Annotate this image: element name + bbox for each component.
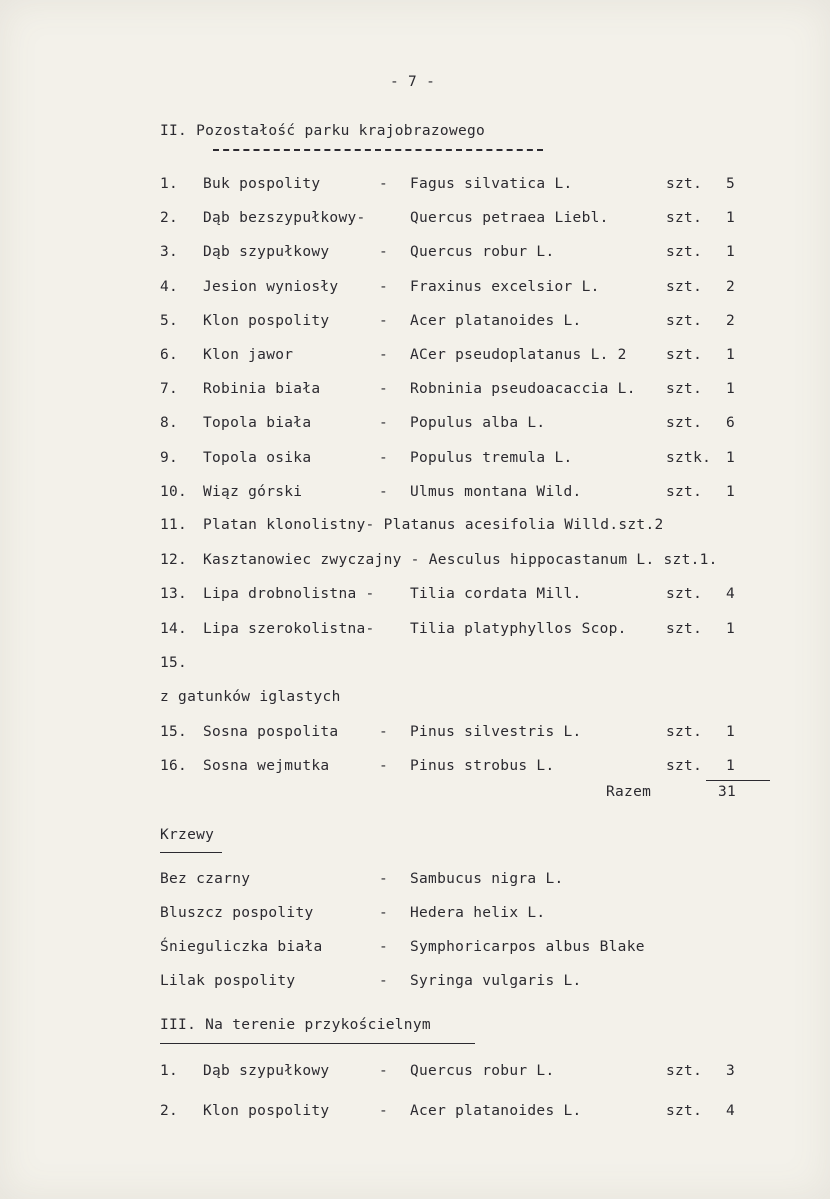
latin-name: Fraxinus excelsior L.: [410, 279, 600, 295]
polish-name: Lipa szerokolistna-: [203, 621, 375, 637]
polish-name: Wiąz górski: [203, 484, 303, 500]
dash: -: [379, 176, 389, 192]
heading-underline: [213, 149, 543, 151]
polish-name: Lipa drobnolistna -: [203, 586, 375, 602]
latin-name: Acer platanoides L.: [410, 1103, 582, 1119]
item-number: 2.: [160, 1103, 179, 1119]
item-number: 7.: [160, 381, 179, 397]
latin-name: Symphoricarpos albus Blake: [410, 939, 645, 955]
count-value: 1: [726, 210, 736, 226]
count-value: 2: [726, 313, 736, 329]
dash: -: [379, 724, 389, 740]
count-value: 1: [726, 758, 736, 774]
unit-label: szt.: [666, 758, 703, 774]
unit-label: szt.: [666, 724, 703, 740]
total-rule: [706, 780, 770, 781]
count-value: 1: [726, 484, 736, 500]
polish-name: Klon pospolity: [203, 1103, 330, 1119]
polish-name: Śnieguliczka biała: [160, 939, 323, 955]
item-number: 4.: [160, 279, 179, 295]
item-number: 10.: [160, 484, 188, 500]
polish-name: Buk pospolity: [203, 176, 321, 192]
unit-label: szt.: [666, 586, 703, 602]
dash: -: [379, 871, 389, 887]
item-number: 2.: [160, 210, 179, 226]
polish-name: Topola osika: [203, 450, 312, 466]
subheading: z gatunków iglastych: [160, 689, 341, 705]
polish-name: Sosna pospolita: [203, 724, 339, 740]
latin-name: Hedera helix L.: [410, 905, 546, 921]
polish-name: Dąb szypułkowy: [203, 244, 330, 260]
dash: -: [379, 484, 389, 500]
list-item-number: 15.: [160, 655, 188, 671]
count-value: 1: [726, 621, 736, 637]
latin-name: Pinus strobus L.: [410, 758, 555, 774]
total-label: Razem: [606, 784, 652, 800]
polish-name: Sosna wejmutka: [203, 758, 330, 774]
shrubs-underline: [160, 852, 222, 853]
polish-name: Robinia biała: [203, 381, 321, 397]
item-number: 1.: [160, 1063, 179, 1079]
latin-name: Quercus robur L.: [410, 1063, 555, 1079]
dash: -: [379, 973, 389, 989]
unit-label: szt.: [666, 381, 703, 397]
dash: -: [379, 450, 389, 466]
item-number: 14.: [160, 621, 188, 637]
unit-label: szt.: [666, 484, 703, 500]
count-value: 1: [726, 724, 736, 740]
item-text: Kasztanowiec zwyczajny - Aesculus hippocastanum L. szt.1.: [203, 552, 718, 568]
dash: -: [379, 415, 389, 431]
polish-name: Dąb bezszypułkowy-: [203, 210, 366, 226]
item-number: 12.: [160, 552, 188, 568]
item-number: 6.: [160, 347, 179, 363]
polish-name: Lilak pospolity: [160, 973, 296, 989]
count-value: 3: [726, 1063, 736, 1079]
latin-name: Tilia cordata Mill.: [410, 586, 582, 602]
item-number: 16.: [160, 758, 188, 774]
count-value: 4: [726, 1103, 736, 1119]
section-heading: III. Na terenie przykościelnym: [160, 1017, 431, 1033]
section-heading: II. Pozostałość parku krajobrazowego: [160, 123, 486, 139]
polish-name: Klon pospolity: [203, 313, 330, 329]
count-value: 1: [726, 347, 736, 363]
latin-name: ACer pseudoplatanus L. 2: [410, 347, 627, 363]
dash: -: [379, 1103, 389, 1119]
item-number: 8.: [160, 415, 179, 431]
count-value: 1: [726, 450, 736, 466]
polish-name: Bez czarny: [160, 871, 251, 887]
latin-name: Acer platanoides L.: [410, 313, 582, 329]
latin-name: Pinus silvestris L.: [410, 724, 582, 740]
unit-label: szt.: [666, 279, 703, 295]
item-number: 15.: [160, 724, 188, 740]
list-item: [160, 516, 664, 534]
latin-name: Quercus robur L.: [410, 244, 555, 260]
item-number: 3.: [160, 244, 179, 260]
dash: -: [379, 313, 389, 329]
latin-name: Sambucus nigra L.: [410, 871, 564, 887]
item-number: 9.: [160, 450, 179, 466]
dash: -: [379, 1063, 389, 1079]
polish-name: Klon jawor: [203, 347, 294, 363]
item-number: 1.: [160, 176, 179, 192]
total-value: 31: [718, 784, 737, 800]
count-value: 5: [726, 176, 736, 192]
count-value: 1: [726, 244, 736, 260]
unit-label: szt.: [666, 210, 703, 226]
unit-label: szt.: [666, 347, 703, 363]
count-value: 4: [726, 586, 736, 602]
item-number: 13.: [160, 586, 188, 602]
polish-name: Topola biała: [203, 415, 312, 431]
latin-name: Populus tremula L.: [410, 450, 573, 466]
unit-label: sztk.: [666, 450, 712, 466]
shrubs-heading: Krzewy: [160, 827, 215, 843]
unit-label: szt.: [666, 1103, 703, 1119]
unit-label: szt.: [666, 244, 703, 260]
dash: -: [379, 279, 389, 295]
polish-name: Dąb szypułkowy: [203, 1063, 330, 1079]
unit-label: szt.: [666, 176, 703, 192]
item-text: Platan klonolistny- Platanus acesifolia Willd.szt.2: [203, 517, 664, 533]
unit-label: szt.: [666, 1063, 703, 1079]
dash: -: [379, 347, 389, 363]
latin-name: Fagus silvatica L.: [410, 176, 573, 192]
unit-label: szt.: [666, 621, 703, 637]
latin-name: Ulmus montana Wild.: [410, 484, 582, 500]
unit-label: szt.: [666, 313, 703, 329]
item-number: 11.: [160, 517, 188, 533]
polish-name: Jesion wyniosły: [203, 279, 339, 295]
unit-label: szt.: [666, 415, 703, 431]
latin-name: Tilia platyphyllos Scop.: [410, 621, 627, 637]
latin-name: Syringa vulgaris L.: [410, 973, 582, 989]
count-value: 6: [726, 415, 736, 431]
latin-name: Quercus petraea Liebl.: [410, 210, 609, 226]
dash: -: [379, 244, 389, 260]
item-number: 5.: [160, 313, 179, 329]
polish-name: Bluszcz pospolity: [160, 905, 314, 921]
dash: -: [379, 939, 389, 955]
latin-name: Robninia pseudoacaccia L.: [410, 381, 636, 397]
dash: -: [379, 381, 389, 397]
heading-underline: [160, 1043, 475, 1044]
count-value: 2: [726, 279, 736, 295]
latin-name: Populus alba L.: [410, 415, 546, 431]
dash: -: [379, 905, 389, 921]
count-value: 1: [726, 381, 736, 397]
list-item: [160, 551, 718, 569]
page-number: - 7 -: [390, 74, 436, 90]
dash: -: [379, 758, 389, 774]
